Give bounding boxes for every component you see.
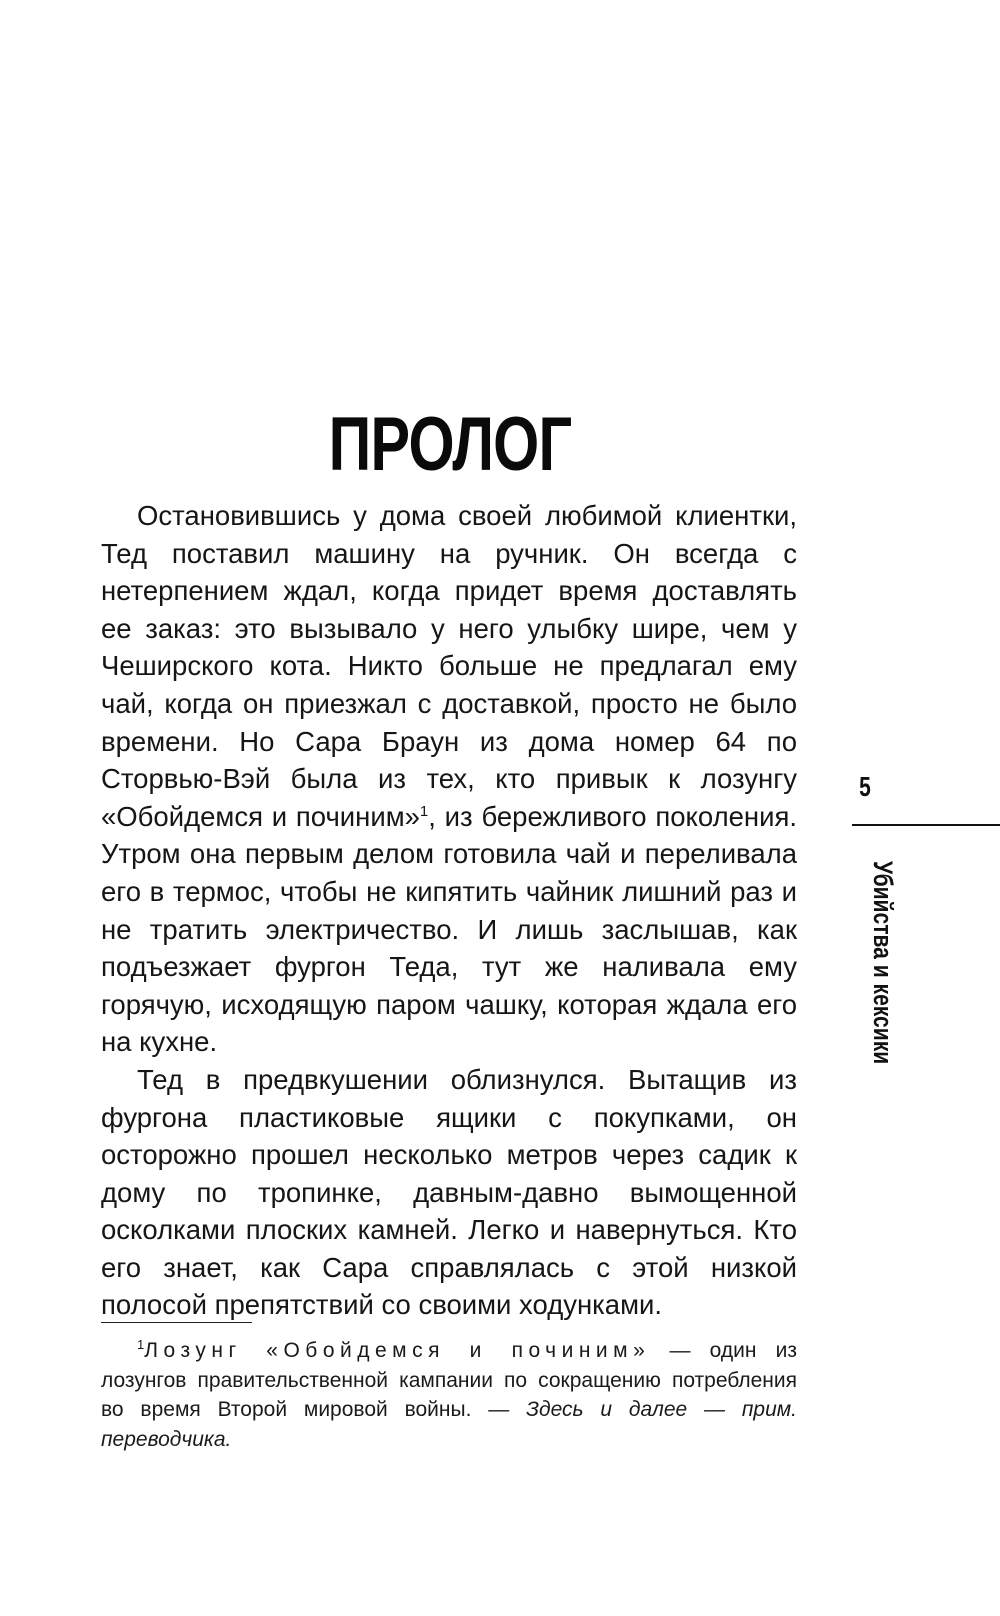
footnote-divider bbox=[101, 1322, 252, 1323]
page-number: 5 bbox=[859, 771, 871, 802]
paragraph-1 bbox=[101, 497, 797, 1061]
body-text bbox=[101, 497, 797, 1324]
footnote bbox=[101, 1336, 797, 1454]
footnote-marker: 1 bbox=[137, 1337, 145, 1352]
running-title: Убийства и кексики bbox=[868, 861, 898, 1065]
paragraph-2: Тед в предвкушении облизнулся. Вытащив из фургона пластиковые ящики с покупками, он осторожно прошел несколько метров через садик к дому по тропинке, давным-давно вымощенной осколками плоских камней. Легко и навернуться. Кто его знает, как Сара справлялась с этой низкой полосой препятствий со своими ходунками. bbox=[101, 1063, 797, 1321]
chapter-title: ПРОЛОГ bbox=[328, 402, 572, 487]
paragraph-1-text: Остановившись у дома своей любимой клиентки, Тед поставил машину на ручник. Он всегда с нетерпением ждал, когда придет время доставлять ее заказ: это вызывало у него улыбку шире, чем у Чеширского кота. Никто больше не предлагал ему чай, когда он приезжал с доставкой, просто не было времени. Но Сара Браун из дома номер 64 по Сторвью-Вэй была из тех, кто привык к лозунгу «Обойдемся и починим» bbox=[101, 500, 797, 832]
footnote-reference[interactable]: 1 bbox=[419, 802, 429, 820]
footnote-text: — один из лозунгов правительственной кампании по сокращению потребления во время Второй мировой войны. — bbox=[101, 1339, 797, 1421]
footnote-term: Лозунг «Обойдемся и починим» bbox=[144, 1339, 651, 1362]
paragraph-1-text-continued: , из бережливого поколения. Утром она первым делом готовила чай и переливала его в термос, чтобы не кипятить чайник лишний раз и не тратить электричество. И лишь заслышав, как подъезжает фургон Теда, тут же наливала ему горячую, исходящую паром чашку, которая ждала его на кухне. bbox=[101, 800, 797, 1058]
page-number-rule bbox=[852, 824, 1000, 826]
footnote-translator-note: Здесь и далее — прим. переводчика. bbox=[101, 1398, 797, 1451]
